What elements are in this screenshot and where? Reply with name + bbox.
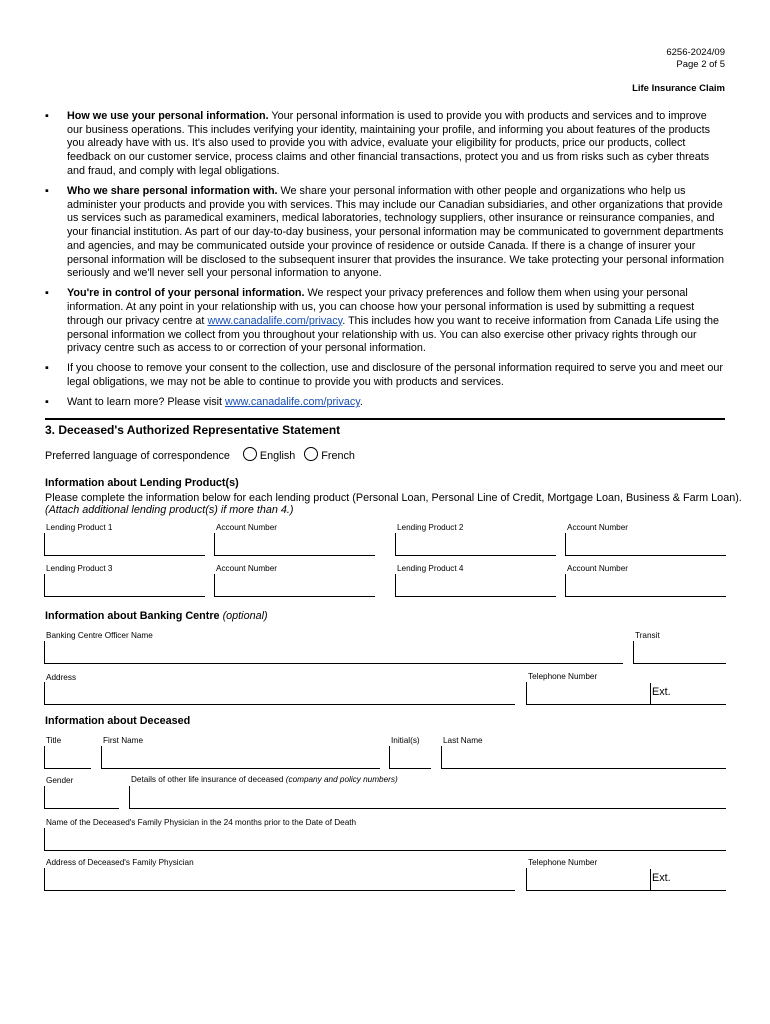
- privacy-notice: [45, 110, 725, 417]
- physician-address-field[interactable]: [44, 868, 515, 891]
- banking-officer-label: Banking Centre Officer Name: [46, 631, 153, 640]
- physician-name-label: Name of the Deceased's Family Physician in the 24 months prior to the Date of Death: [46, 818, 357, 827]
- bullet-text: If you choose to remove your consent to the collection, use and disclosure of the personal information required to serve you and meet our legal obligations, we may not be able to continue to provide you with products and services.: [67, 362, 723, 389]
- account-number-2-field[interactable]: [565, 533, 726, 556]
- first-name-field[interactable]: [101, 746, 380, 769]
- page-number: Page 2 of 5: [676, 59, 725, 70]
- bullet-text: We respect your privacy preferences and follow them when using your personal information. At any point in your relationship with us, you can choose how your personal information is used by submitting a request through our privacy centre at: [67, 287, 695, 327]
- physician-ext-divider: [650, 869, 651, 891]
- transit-field[interactable]: [633, 641, 726, 664]
- bullet-icon: ▪: [45, 185, 49, 198]
- transit-label: Transit: [635, 631, 660, 640]
- banking-address-label: Address: [46, 673, 77, 682]
- lending-product-4-label: Lending Product 4: [397, 564, 464, 573]
- physician-telephone-field[interactable]: [526, 868, 726, 891]
- privacy-bullet-control: [45, 287, 725, 356]
- initials-field[interactable]: [389, 746, 431, 769]
- french-radio[interactable]: [304, 447, 318, 461]
- account-number-2-label: Account Number: [567, 523, 628, 532]
- account-number-1-field[interactable]: [214, 533, 375, 556]
- bullet-heading: How we use your personal information.: [67, 110, 269, 122]
- bullet-heading: You're in control of your personal information.: [67, 287, 305, 300]
- physician-telephone-label: Telephone Number: [528, 858, 598, 867]
- lending-product-2-label: Lending Product 2: [397, 523, 464, 532]
- section-3-title: 3. Deceased's Authorized Representative Statement: [45, 423, 341, 437]
- banking-officer-field[interactable]: [44, 641, 623, 664]
- account-number-1-label: Account Number: [216, 523, 277, 532]
- bullet-text: Your personal information is used to provide you with products and services and to improve our business operations. This includes verifying your identity, maintaining your profile, and informing you about features of the products you already have with us. It's also used to provide you with advice, evaluate your eligibility for products, price our products, collect feedback on our customer service, process claims and other financial transactions, protect you and us from risks such as cyber threats and fraud, and comply with legal obligations.: [67, 110, 710, 177]
- bullet-text: Want to learn more? Please visit: [67, 396, 226, 409]
- banking-heading-row: [45, 610, 268, 622]
- banking-telephone-label: Telephone Number: [528, 672, 598, 681]
- bullet-icon: ▪: [45, 396, 49, 409]
- gender-field[interactable]: [44, 786, 119, 809]
- banking-heading: Information about Banking Centre: [45, 610, 220, 622]
- gender-label: Gender: [46, 776, 74, 785]
- privacy-bullet-use: [45, 110, 725, 179]
- banking-telephone-field[interactable]: [526, 682, 726, 705]
- other-insurance-note: (company and policy numbers): [285, 775, 398, 784]
- banking-ext-divider: [650, 683, 651, 705]
- learn-more-link[interactable]: www.canadalife.com/privacy: [225, 396, 360, 409]
- language-row: [45, 447, 355, 462]
- banking-address-field[interactable]: [44, 682, 515, 705]
- physician-name-field[interactable]: [44, 828, 726, 851]
- account-number-4-field[interactable]: [565, 574, 726, 597]
- bullet-text: . This includes how you want to receive information from Canada Life using the personal information we collect from you throughout your relationship with us. You can also exercise other privacy rights through our privacy centre such as access to or correction of your personal information.: [67, 314, 719, 355]
- account-number-3-field[interactable]: [214, 574, 375, 597]
- other-insurance-field[interactable]: [129, 786, 726, 809]
- lending-product-3-label: Lending Product 3: [46, 564, 113, 573]
- english-radio[interactable]: [243, 447, 257, 461]
- privacy-bullet-learn-more: [45, 396, 725, 410]
- account-number-4-label: Account Number: [567, 564, 628, 573]
- lending-heading: Information about Lending Product(s): [45, 477, 239, 489]
- english-label: English: [259, 450, 296, 462]
- first-name-label: First Name: [103, 736, 144, 745]
- bullet-heading: Who we share personal information with.: [67, 185, 278, 198]
- form-title: Life Insurance Claim: [632, 83, 725, 94]
- other-insurance-label: Details of other life insurance of deceased: [131, 775, 284, 784]
- account-number-3-label: Account Number: [216, 564, 277, 573]
- bullet-text: .: [359, 396, 363, 409]
- last-name-field[interactable]: [441, 746, 726, 769]
- other-insurance-label-row: [131, 775, 398, 784]
- deceased-heading: Information about Deceased: [45, 715, 191, 727]
- physician-address-label: Address of Deceased's Family Physician: [46, 858, 194, 867]
- lending-product-1-field[interactable]: [44, 533, 205, 556]
- title-field[interactable]: [44, 746, 91, 769]
- lending-product-4-field[interactable]: [395, 574, 556, 597]
- language-label: Preferred language of correspondence: [45, 450, 230, 462]
- french-label: French: [321, 450, 355, 462]
- bullet-icon: ▪: [45, 110, 49, 122]
- section-divider: [45, 418, 725, 420]
- bullet-icon: ▪: [45, 362, 49, 375]
- lending-product-2-field[interactable]: [395, 533, 556, 556]
- lending-product-3-field[interactable]: [44, 574, 205, 597]
- bullet-text: We share your personal information with other people and organizations who help us administer your products and provide you with services. This may include our Canadian subsidiaries, and other organizations that provide us services such as paramedical examiners, medical laboratories, technology suppliers, other insurance or reinsurance companies, and your financial institution. As part of our day-to-day business, your personal information may be communicated to government departments and agencies, and may be communicated outside your province of residence or outside Canada. If there is a change of insurer your personal information will be disclosed to the subsequent insurer that provides the insurance. We take protecting your personal information seriously and we'll never sell your personal information to anyone.: [67, 185, 724, 280]
- bullet-icon: ▪: [45, 287, 49, 300]
- banking-optional: (optional): [222, 610, 268, 622]
- physician-ext-label: Ext.: [652, 872, 671, 884]
- lending-product-1-label: Lending Product 1: [46, 523, 113, 532]
- title-label: Title: [46, 736, 62, 745]
- lending-instructions: Please complete the information below for each lending product (Personal Loan, Personal Line of Credit, Mortgage Loan, Business & Farm Loan).: [45, 492, 742, 504]
- privacy-centre-link[interactable]: www.canadalife.com/privacy: [207, 314, 343, 327]
- banking-ext-label: Ext.: [652, 686, 671, 698]
- lending-note: (Attach additional lending product(s) if more than 4.): [45, 504, 294, 516]
- last-name-label: Last Name: [443, 736, 483, 745]
- privacy-bullet-share: [45, 185, 725, 281]
- initials-label: Initial(s): [391, 736, 420, 745]
- form-number: 6256-2024/09: [666, 47, 725, 58]
- privacy-bullet-consent: [45, 362, 725, 389]
